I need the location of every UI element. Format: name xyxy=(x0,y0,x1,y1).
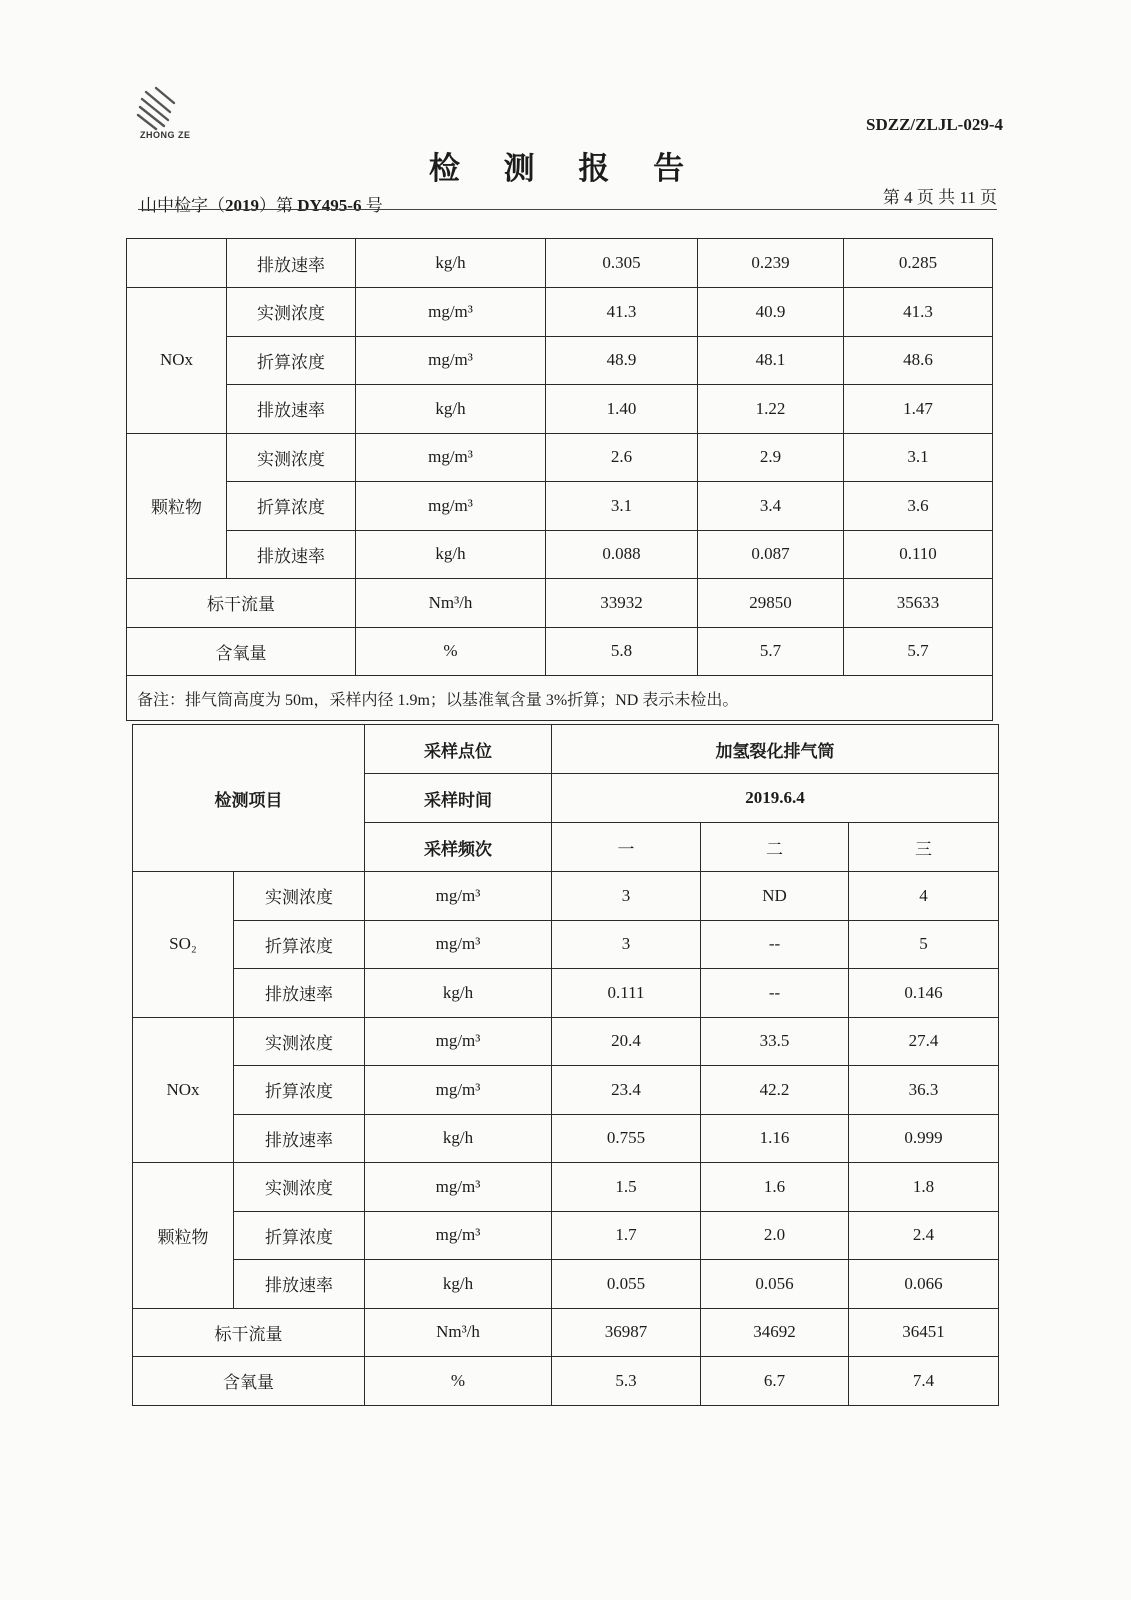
pollutant-group-label: NOx xyxy=(133,1017,234,1163)
page-title: 检 测 报 告 xyxy=(428,151,703,186)
value-cell: 36.3 xyxy=(849,1066,999,1115)
unit-cell: kg/h xyxy=(365,969,552,1018)
value-cell: -- xyxy=(701,969,849,1018)
item-name-cell: 实测浓度 xyxy=(227,288,356,337)
unit-cell: kg/h xyxy=(365,1114,552,1163)
sampling-frequency-value: 一 xyxy=(552,823,701,872)
value-cell: 0.087 xyxy=(698,530,844,579)
item-name-cell: 含氧量 xyxy=(127,627,356,676)
table-row xyxy=(127,288,993,337)
item-name-cell: 折算浓度 xyxy=(234,920,365,969)
sampling-point-value: 加氢裂化排气筒 xyxy=(552,725,999,774)
item-name-cell: 折算浓度 xyxy=(234,1066,365,1115)
table-row xyxy=(133,1114,999,1163)
value-cell: 1.47 xyxy=(844,385,993,434)
sampling-time-value: 2019.6.4 xyxy=(552,774,999,823)
item-name-cell: 折算浓度 xyxy=(227,482,356,531)
item-name-cell: 排放速率 xyxy=(234,1260,365,1309)
value-cell: 2.9 xyxy=(698,433,844,482)
table-row xyxy=(133,1211,999,1260)
value-cell: 35633 xyxy=(844,579,993,628)
item-name-cell: 折算浓度 xyxy=(227,336,356,385)
value-cell: 0.066 xyxy=(849,1260,999,1309)
value-cell: 20.4 xyxy=(552,1017,701,1066)
table-row xyxy=(127,579,993,628)
table-row xyxy=(133,725,999,774)
value-cell: 3 xyxy=(552,872,701,921)
table-row xyxy=(133,1017,999,1066)
value-cell: 33932 xyxy=(546,579,698,628)
sampling-frequency-value: 二 xyxy=(701,823,849,872)
value-cell: 5.7 xyxy=(698,627,844,676)
unit-cell: mg/m³ xyxy=(356,336,546,385)
value-cell: 34692 xyxy=(701,1308,849,1357)
value-cell: 1.40 xyxy=(546,385,698,434)
value-cell: 0.088 xyxy=(546,530,698,579)
value-cell: 3.1 xyxy=(844,433,993,482)
value-cell: 23.4 xyxy=(552,1066,701,1115)
table-row xyxy=(133,872,999,921)
value-cell: 0.305 xyxy=(546,239,698,288)
value-cell: 27.4 xyxy=(849,1017,999,1066)
pollutant-group-label: 颗粒物 xyxy=(127,433,227,579)
unit-cell: Nm³/h xyxy=(365,1308,552,1357)
unit-cell: mg/m³ xyxy=(356,288,546,337)
value-cell: 2.6 xyxy=(546,433,698,482)
item-name-cell: 排放速率 xyxy=(227,385,356,434)
pollutant-group-label: 颗粒物 xyxy=(133,1163,234,1309)
value-cell: 0.239 xyxy=(698,239,844,288)
value-cell: 48.6 xyxy=(844,336,993,385)
value-cell: 1.16 xyxy=(701,1114,849,1163)
unit-cell: mg/m³ xyxy=(365,920,552,969)
value-cell: 29850 xyxy=(698,579,844,628)
unit-cell: kg/h xyxy=(356,385,546,434)
item-name-cell: 排放速率 xyxy=(234,969,365,1018)
sampling-time-label: 采样时间 xyxy=(365,774,552,823)
value-cell: 36987 xyxy=(552,1308,701,1357)
value-cell: 5.3 xyxy=(552,1357,701,1406)
value-cell: 42.2 xyxy=(701,1066,849,1115)
item-name-cell: 标干流量 xyxy=(127,579,356,628)
value-cell: 1.7 xyxy=(552,1211,701,1260)
value-cell: 2.0 xyxy=(701,1211,849,1260)
unit-cell: kg/h xyxy=(356,239,546,288)
item-name-cell: 标干流量 xyxy=(133,1308,365,1357)
unit-cell: mg/m³ xyxy=(365,1163,552,1212)
value-cell: 5.7 xyxy=(844,627,993,676)
value-cell: 0.055 xyxy=(552,1260,701,1309)
value-cell: 41.3 xyxy=(844,288,993,337)
report-number: 山中检字（2019）第 DY495-6 号 xyxy=(140,196,383,215)
value-cell: 5 xyxy=(849,920,999,969)
unit-cell: mg/m³ xyxy=(365,1211,552,1260)
table-row xyxy=(127,627,993,676)
table-row xyxy=(127,239,993,288)
unit-cell: % xyxy=(365,1357,552,1406)
value-cell: 0.111 xyxy=(552,969,701,1018)
value-cell: 1.22 xyxy=(698,385,844,434)
detection-item-header: 检测项目 xyxy=(133,725,365,872)
table-row xyxy=(127,385,993,434)
value-cell: 48.1 xyxy=(698,336,844,385)
value-cell: 1.8 xyxy=(849,1163,999,1212)
unit-cell: mg/m³ xyxy=(365,872,552,921)
table-row xyxy=(133,1163,999,1212)
sampling-point-label: 采样点位 xyxy=(365,725,552,774)
value-cell: 33.5 xyxy=(701,1017,849,1066)
pollutant-group-label: NOx xyxy=(127,288,227,434)
value-cell: 0.056 xyxy=(701,1260,849,1309)
remarks-note: 备注：排气筒高度为 50m，采样内径 1.9m；以基准氧含量 3%折算；ND 表示未检出。 xyxy=(127,676,993,721)
table-row xyxy=(133,1260,999,1309)
value-cell: 4 xyxy=(849,872,999,921)
value-cell: 1.6 xyxy=(701,1163,849,1212)
table-row xyxy=(127,433,993,482)
value-cell: 41.3 xyxy=(546,288,698,337)
item-name-cell: 实测浓度 xyxy=(227,433,356,482)
value-cell: 3.6 xyxy=(844,482,993,531)
table-row xyxy=(133,1066,999,1115)
results-table-continued xyxy=(126,238,993,721)
logo-text: ZHONG ZE xyxy=(140,130,191,140)
value-cell: 1.5 xyxy=(552,1163,701,1212)
document-code: SDZZ/ZLJL-029-4 xyxy=(866,115,1003,134)
item-name-cell: 排放速率 xyxy=(227,239,356,288)
table-row xyxy=(127,530,993,579)
value-cell: 0.999 xyxy=(849,1114,999,1163)
table-row xyxy=(133,1308,999,1357)
unit-cell: kg/h xyxy=(356,530,546,579)
header-divider xyxy=(138,209,997,210)
pollutant-group-label xyxy=(127,239,227,288)
page-number: 第 4 页 共 11 页 xyxy=(882,188,997,207)
item-name-cell: 排放速率 xyxy=(234,1114,365,1163)
unit-cell: mg/m³ xyxy=(365,1066,552,1115)
value-cell: 3.4 xyxy=(698,482,844,531)
sampling-frequency-label: 采样频次 xyxy=(365,823,552,872)
value-cell: 0.146 xyxy=(849,969,999,1018)
table-row xyxy=(127,336,993,385)
value-cell: 3.1 xyxy=(546,482,698,531)
item-name-cell: 排放速率 xyxy=(227,530,356,579)
value-cell: 40.9 xyxy=(698,288,844,337)
unit-cell: Nm³/h xyxy=(356,579,546,628)
value-cell: 7.4 xyxy=(849,1357,999,1406)
table-row xyxy=(127,676,993,721)
item-name-cell: 折算浓度 xyxy=(234,1211,365,1260)
value-cell: 2.4 xyxy=(849,1211,999,1260)
unit-cell: kg/h xyxy=(365,1260,552,1309)
table-row xyxy=(127,482,993,531)
sampling-frequency-value: 三 xyxy=(849,823,999,872)
table-row xyxy=(133,1357,999,1406)
value-cell: 3 xyxy=(552,920,701,969)
value-cell: 0.285 xyxy=(844,239,993,288)
unit-cell: mg/m³ xyxy=(365,1017,552,1066)
value-cell: 5.8 xyxy=(546,627,698,676)
pollutant-group-label: SO₂ xyxy=(133,872,234,1018)
value-cell: -- xyxy=(701,920,849,969)
table-row xyxy=(133,969,999,1018)
value-cell: 48.9 xyxy=(546,336,698,385)
unit-cell: mg/m³ xyxy=(356,433,546,482)
item-name-cell: 实测浓度 xyxy=(234,1163,365,1212)
unit-cell: mg/m³ xyxy=(356,482,546,531)
item-name-cell: 含氧量 xyxy=(133,1357,365,1406)
value-cell: 0.110 xyxy=(844,530,993,579)
value-cell: ND xyxy=(701,872,849,921)
item-name-cell: 实测浓度 xyxy=(234,1017,365,1066)
value-cell: 0.755 xyxy=(552,1114,701,1163)
value-cell: 6.7 xyxy=(701,1357,849,1406)
item-name-cell: 实测浓度 xyxy=(234,872,365,921)
results-table-hydrocracking xyxy=(132,724,999,1406)
value-cell: 36451 xyxy=(849,1308,999,1357)
unit-cell: % xyxy=(356,627,546,676)
table-row xyxy=(133,920,999,969)
